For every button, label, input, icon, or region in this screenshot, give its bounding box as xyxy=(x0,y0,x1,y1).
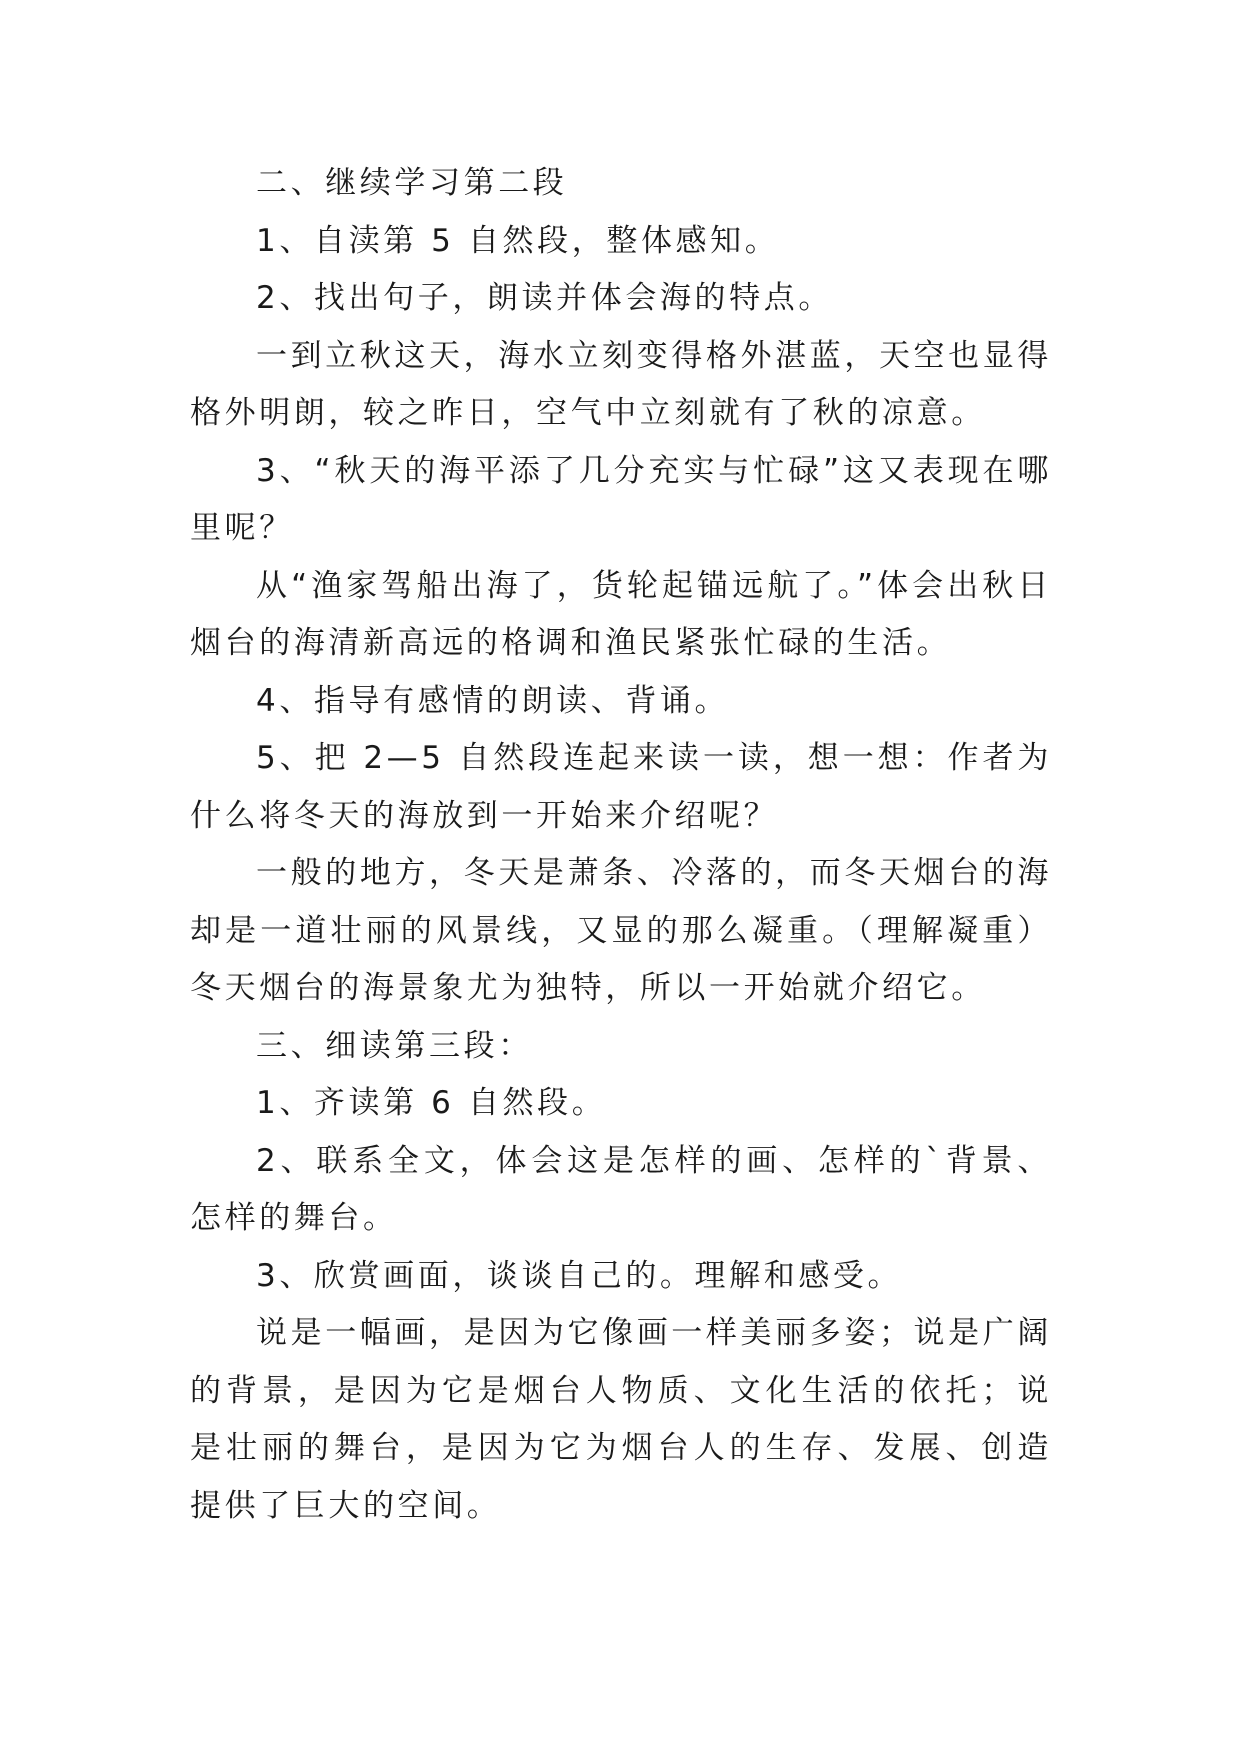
section-heading-2: 二、继续学习第二段 xyxy=(256,165,568,201)
paragraph-item-3-1: 1、齐读第 6 自然段。 xyxy=(256,1085,607,1121)
paragraph-answer-5: 一般的地方，冬天是萧条、冷落的，而冬天烟台的海却是一道壮丽的风景线，又显的那么凝重。（理解凝重）冬天烟台的海景象尤为独特，所以一开始就介绍它。 xyxy=(190,855,1052,1006)
paragraph-item-3-2: 2、联系全文，体会这是怎样的画、怎样的`背景、怎样的舞台。 xyxy=(190,1142,1052,1236)
paragraph-item-4: 4、指导有感情的朗读、背诵。 xyxy=(256,682,730,719)
paragraph-item-3: 3、“秋天的海平添了几分充实与忙碌”这又表现在哪里呢？ xyxy=(190,452,1052,546)
document-page xyxy=(190,155,1052,1535)
paragraph-answer-3-3: 说是一幅画，是因为它像画一样美丽多姿；说是广阔的背景，是因为它是烟台人物质、文化生活的依托；说是壮丽的舞台，是因为它为烟台人的生存、发展、创造提供了巨大的空间。 xyxy=(190,1315,1052,1524)
paragraph-item-5: 5、把 2—5 自然段连起来读一读，想一想：作者为什么将冬天的海放到一开始来介绍呢？ xyxy=(190,740,1052,834)
paragraph-item-3-3: 3、欣赏画面，谈谈自己的。理解和感受。 xyxy=(256,1257,903,1294)
paragraph-item-2: 2、找出句子，朗读并体会海的特点。 xyxy=(256,280,833,316)
paragraph-answer-3: 从“渔家驾船出海了，货轮起锚远航了。”体会出秋日烟台的海清新高远的格调和渔民紧张忙碌的生活。 xyxy=(190,567,1052,661)
paragraph-quote-autumn: 一到立秋这天，海水立刻变得格外湛蓝，天空也显得格外明朗，较之昨日，空气中立刻就有了秋的凉意。 xyxy=(190,337,1052,431)
section-heading-3: 三、细读第三段： xyxy=(256,1027,533,1064)
paragraph-item-1: 1、自渎第 5 自然段，整体感知。 xyxy=(256,222,780,259)
